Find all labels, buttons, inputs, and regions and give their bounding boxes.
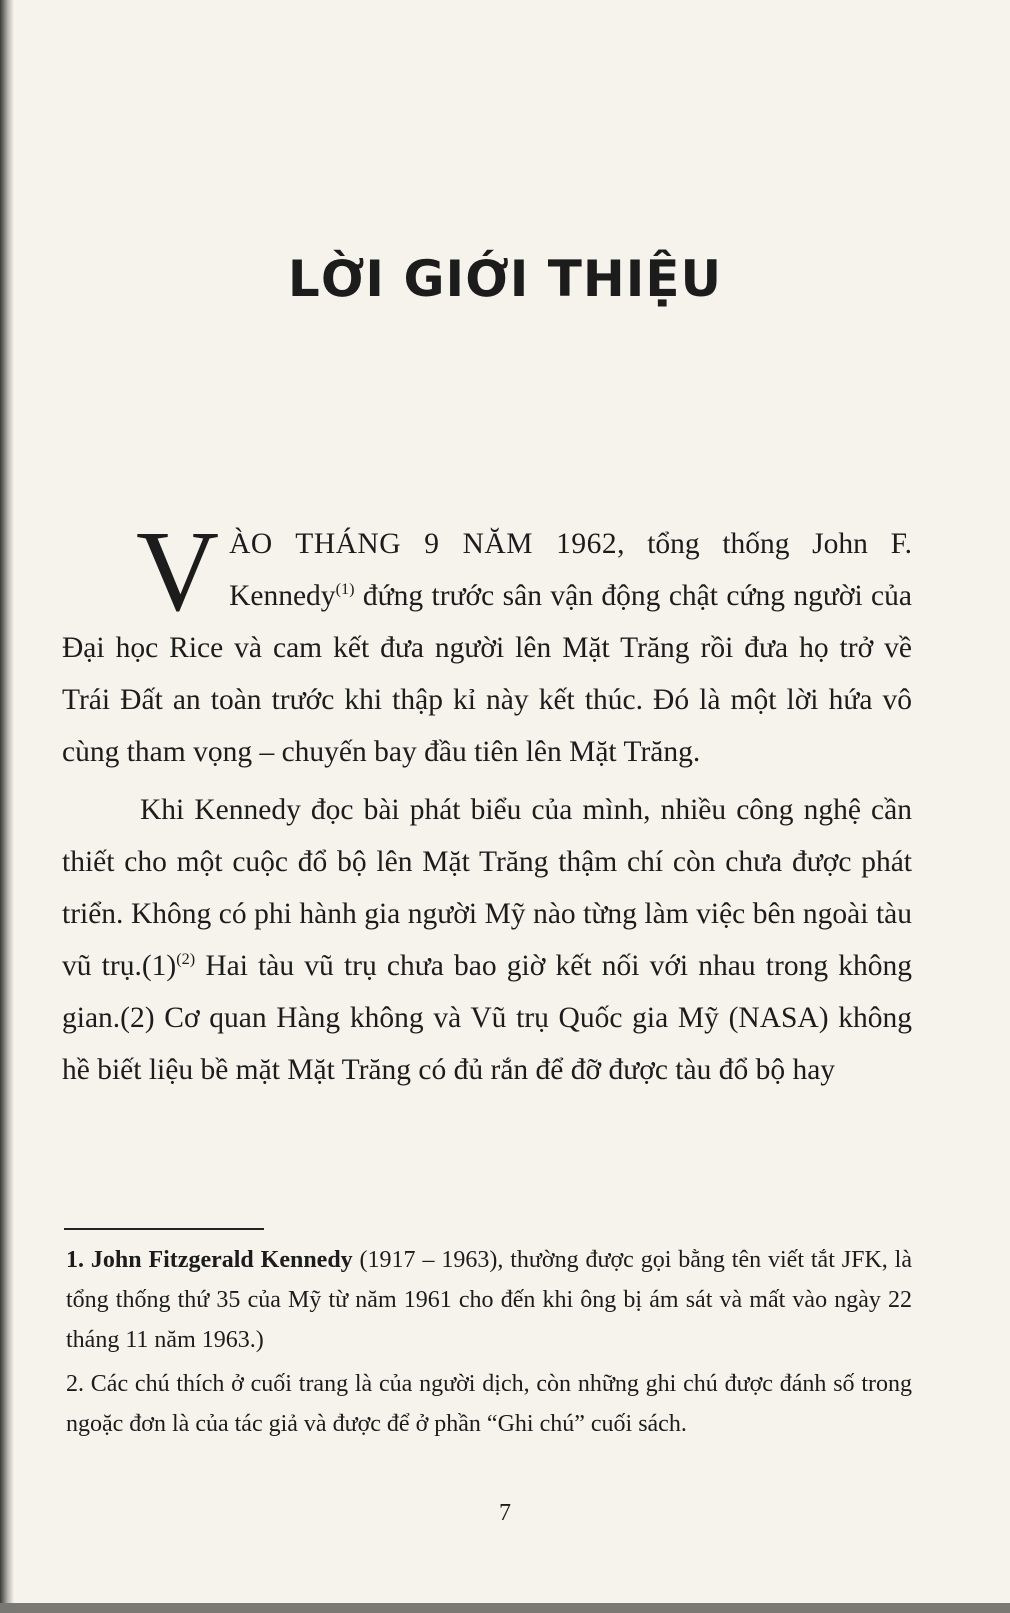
page-number: 7 bbox=[499, 1500, 511, 1526]
drop-cap: V bbox=[136, 508, 220, 635]
paragraph-2-text-b: Hai tàu vũ trụ chưa bao giờ kết nối với nhau trong không gian.(2) Cơ quan Hàng không và Vũ trụ Quốc gia Mỹ (NASA) không hề biết liệu bề mặt Mặt Trăng có đủ rắn để đỡ được tàu đổ bộ hay bbox=[62, 950, 912, 1086]
paragraph-1-text-b: đứng trước sân vận động chật cứng người của Đại học Rice và cam kết đưa người lên Mặt Trăng rồi đưa họ trở về Trái Đất an toàn trước khi thập kỉ này kết thúc. Đó là một lời hứa vô cùng tham vọng – chuyến bay đầu tiên lên Mặt Trăng. bbox=[62, 580, 912, 768]
page-binding-edge bbox=[0, 0, 14, 1613]
footnote-ref-2: (2) bbox=[176, 950, 196, 969]
footnote-2: 2. Các chú thích ở cuối trang là của người dịch, còn những ghi chú được đánh số trong ngoặc đơn là của tác giả và được để ở phần “Ghi chú” cuối sách. bbox=[66, 1371, 912, 1437]
footnote-1-name: 1. John Fitzgerald Kennedy bbox=[66, 1247, 353, 1273]
paragraph-2 bbox=[62, 784, 912, 1096]
footnote-divider bbox=[64, 1228, 264, 1230]
paragraph-2-text-a: Khi Kennedy đọc bài phát biểu của mình, nhiều công nghệ cần thiết cho một cuộc đổ bộ lên Mặt Trăng thậm chí còn chưa được phát triển. Không có phi hành gia người Mỹ nào từng làm việc bên ngoài tàu vũ trụ.(1) bbox=[62, 794, 912, 982]
page-bottom-edge bbox=[0, 1603, 1010, 1613]
paragraph-1 bbox=[62, 508, 913, 778]
footnote-1 bbox=[66, 1240, 912, 1360]
chapter-heading: LỜI GIỚI THIỆU bbox=[287, 250, 723, 308]
lead-in-caps: ÀO THÁNG 9 NĂM 1962 bbox=[229, 528, 618, 560]
paragraph-1-text-a: , tổng thống John F. Kennedy bbox=[229, 528, 913, 612]
footnote-ref-1: (1) bbox=[335, 580, 355, 599]
footnote-1-text: (1917 – 1963), thường được gọi bằng tên viết tắt JFK, là tổng thống thứ 35 của Mỹ từ năm 1961 cho đến khi ông bị ám sát và mất vào ngày 22 tháng 11 năm 1963.) bbox=[66, 1247, 912, 1353]
body-text bbox=[62, 508, 913, 1096]
footnotes bbox=[66, 1240, 912, 1448]
